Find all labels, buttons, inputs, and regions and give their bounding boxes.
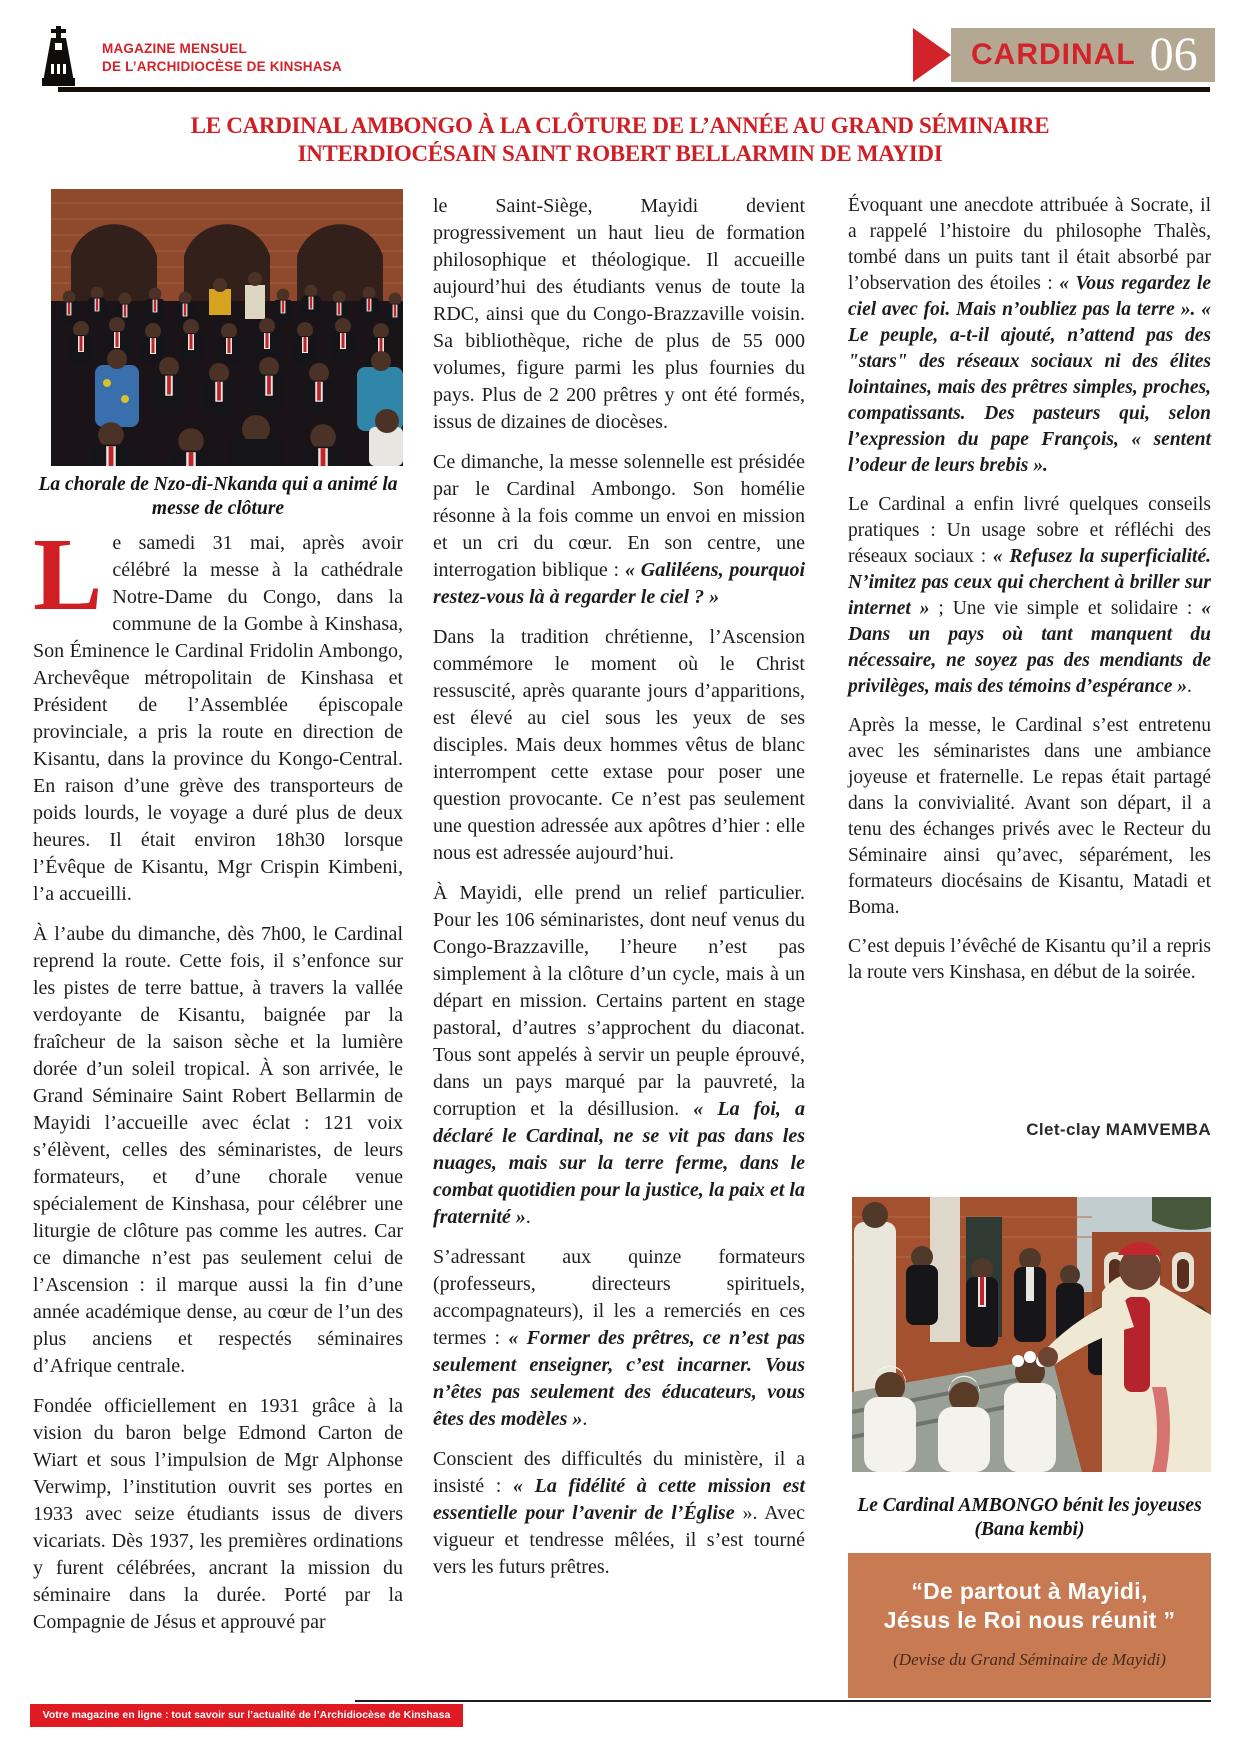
paragraph: Dans la tradition chrétienne, l’Ascension commémore le moment où le Christ ressuscité, après quarante jours d’apparitions, est élevé au ciel sous les yeux de ses disciples. Mais deux hommes vêtus de blanc interrompent cette extase pour poser une question provocante. Ce n’est pas seulement une question adressée aux apôtres d’hier : elle nous est adressée aujourd’hui. xyxy=(433,626,805,864)
paragraph xyxy=(33,517,403,908)
magazine-title-line1: MAGAZINE MENSUEL xyxy=(102,41,247,56)
cardinal-photo-illustration xyxy=(852,1197,1211,1472)
paragraph: Conscient des difficultés du ministère, il a insisté : « La fidélité à cette mission est essentielle pour l’avenir de l’Église ». Avec vigueur et tendresse mêlées, il s’est tourné vers les futurs prêtres. xyxy=(433,1448,806,1578)
page-number: 06 xyxy=(1149,28,1198,81)
magazine-title-line2: DE L’ARCHIDIOCÈSE DE KINSHASA xyxy=(102,59,342,74)
cardinal-blessing-photo xyxy=(852,1197,1211,1472)
motto-quote-line2: Jésus le Roi nous réunit ” xyxy=(883,1607,1176,1633)
choir-photo-caption: La chorale de Nzo-di-Nkanda qui a animé la messe de clôture xyxy=(38,474,398,519)
article-title-line1: LE CARDINAL AMBONGO À LA CLÔTURE DE L’ANNÉE AU GRAND SÉMINAIRE xyxy=(190,113,1050,138)
paragraph: Fondée officiellement en 1931 grâce à la vision du baron belge Edmond Carton de Wiart et sous l’impulsion de Mgr Alphonse Verwimp, l’institution ouvrit ses portes en 1933 avec seize étudiants issus de divers vicariats. Dès 1937, les premières ordinations y furent célébrées, ancrant la mission du séminaire dans la durée. Porté par la Compagnie de Jésus et approuvé par xyxy=(33,1395,403,1633)
paragraph: À Mayidi, elle prend un relief particulier. Pour les 106 séminaristes, dont neuf venus du Congo-Brazzaville, l’heure n’est pas simplement à la clôture d’un cycle, mais à un départ en mission. Certains partent en stage pastoral, d’autres s’approchent du diaconat. Tous sont appelés à servir un peuple éprouvé, dans un pays marqué par la pauvreté, la corruption et la désillusion. « La foi, a déclaré le Cardinal, ne se vit pas dans les nuages, mais sur la terre ferme, dans le combat quotidien pour la justice, la paix et la fraternité ». xyxy=(433,882,805,1228)
article-title-line2: INTERDIOCÉSAIN SAINT ROBERT BELLARMIN DE MAYIDI xyxy=(297,141,943,166)
paragraph: le Saint-Siège, Mayidi devient progressivement un haut lieu de formation philosophique et théologique. Il accueille aujourd’hui des étudiants venus de toute la RDC, ainsi que du Congo-Brazzaville voisin. Sa bibliothèque, riche de plus de 55 000 volumes, figure parmi les plus fournies du pays. Plus de 2 200 prêtres y ont été formés, issus de dizaines de diocèses. xyxy=(433,195,805,433)
choir-photo xyxy=(51,189,403,466)
article-title xyxy=(0,112,1240,168)
paragraph: Évoquant une anecdote attribuée à Socrate, il a rappelé l’histoire du philosophe Thalès, tombé dans un puits tant il était absorbé par l’observation des étoiles : « Vous regardez le ciel avec foi. Mais n’oubliez pas la terre ». « Le peuple, a-t-il ajouté, n’attend pas des "stars" des réseaux sociaux ni des élites lointaines, mais des prêtres simples, proches, compatissants. Des pasteurs qui, selon l’expression du pape François, « sentent l’odeur de leurs brebis ». xyxy=(848,195,1211,476)
motto-attribution: (Devise du Grand Séminaire de Mayidi) xyxy=(893,1650,1166,1669)
section-arrow-icon xyxy=(913,28,951,82)
paragraph: Le Cardinal a enfin livré quelques conseils pratiques : Un usage sobre et réfléchi des réseaux sociaux : « Refusez la superficialité. N’imitez pas ceux qui cherchent à briller sur internet » ; Une vie simple et solidaire : « Dans un pays où tant manquent du nécessaire, ne soyez pas des mendiants de privilèges, mais des témoins d’espérance ». xyxy=(848,494,1211,697)
header-rule xyxy=(58,87,1210,92)
footer-online-banner: Votre magazine en ligne : tout savoir sur l’actualité de l’Archidiocèse de Kinshasa xyxy=(30,1704,463,1727)
motto-quote-line1: “De partout à Mayidi, xyxy=(911,1578,1148,1604)
paragraph: C’est depuis l’évêché de Kisantu qu’il a repris la route vers Kinshasa, en début de la soirée. xyxy=(848,936,1211,983)
magazine-title xyxy=(102,40,342,76)
paragraph: Ce dimanche, la messe solennelle est présidée par le Cardinal Ambongo. Son homélie résonne à la fois comme un envoi en mission et un cri du cœur. En son centre, une interrogation biblique : « Galiléens, pourquoi restez-vous là à regarder le ciel ? » xyxy=(433,451,806,608)
column-3 xyxy=(848,193,1211,999)
paragraph: Après la messe, le Cardinal s’est entretenu avec les séminaristes dans une ambiance joyeuse et fraternelle. Le repas était partagé dans la convivialité. Avant son départ, il a tenu des échanges privés avec le Recteur du Séminaire ainsi qu’avec, séparément, les formateurs diocésains de Kisantu, Matadi et Boma. xyxy=(848,715,1211,918)
section-label: CARDINAL xyxy=(971,38,1136,71)
motto-quote-box xyxy=(848,1553,1211,1698)
paragraph-text: e samedi 31 mai, après avoir célébré la messe à la cathédrale Notre-Dame du Congo, dans la commune de la Gombe à Kinshasa, Son Éminence le Cardinal Fridolin Ambongo, Archevêque métropolitain de Kinshasa et Président de l’Assemblée épiscopale provinciale, a pris la route en direction de Kisantu, dans la province du Kongo-Central. En raison d’une grève des transporteurs de poids lourds, le voyage a duré plus de deux heures. Il était environ 18h30 lorsque l’Évêque de Kisantu, Mgr Crispin Kimbeni, l’a accueilli. xyxy=(33,532,403,905)
section-tab xyxy=(951,28,1215,82)
paragraph: À l’aube du dimanche, dès 7h00, le Cardinal reprend la route. Cette fois, il s’enfonce sur les pistes de terre battue, à travers la vallée verdoyante de Kisantu, baignée par la fraîcheur de la saison sèche et la lumière dorée d’un soleil tropical. À son arrivée, le Grand Séminaire Saint Robert Bellarmin de Mayidi l’accueille avec éclat : 121 voix s’élèvent, celles des séminaristes, de leurs formateurs, et d’une chorale venue spécialement de Kinshasa, pour célébrer une liturgie de clôture pas comme les autres. Car ce dimanche n’est pas seulement celui de l’Ascension : il marque aussi la fin d’une année académique dense, au cœur de l’un des plus anciens et respectés séminaires d’Afrique centrale. xyxy=(33,923,403,1377)
author-byline: Clet-clay MAMVEMBA xyxy=(1026,1120,1211,1139)
church-logo-icon xyxy=(24,26,94,88)
cardinal-photo-caption: Le Cardinal AMBONGO bénit les joyeuses (Bana kembi) xyxy=(857,1495,1202,1540)
column-2 xyxy=(433,193,805,1594)
choir-photo-illustration xyxy=(51,189,403,466)
paragraph: S’adressant aux quinze formateurs (professeurs, directeurs spirituels, accompagnateurs), il les a remerciés en ces termes : « Former des prêtres, ce n’est pas seulement enseigner, c’est incarner. Vous n’êtes pas seulement des éducateurs, vous êtes des modèles ». xyxy=(433,1246,805,1430)
drop-cap: L xyxy=(33,517,103,632)
column-1 xyxy=(33,189,403,1649)
bottom-rule xyxy=(355,1700,1211,1702)
motto-quote xyxy=(848,1553,1211,1635)
